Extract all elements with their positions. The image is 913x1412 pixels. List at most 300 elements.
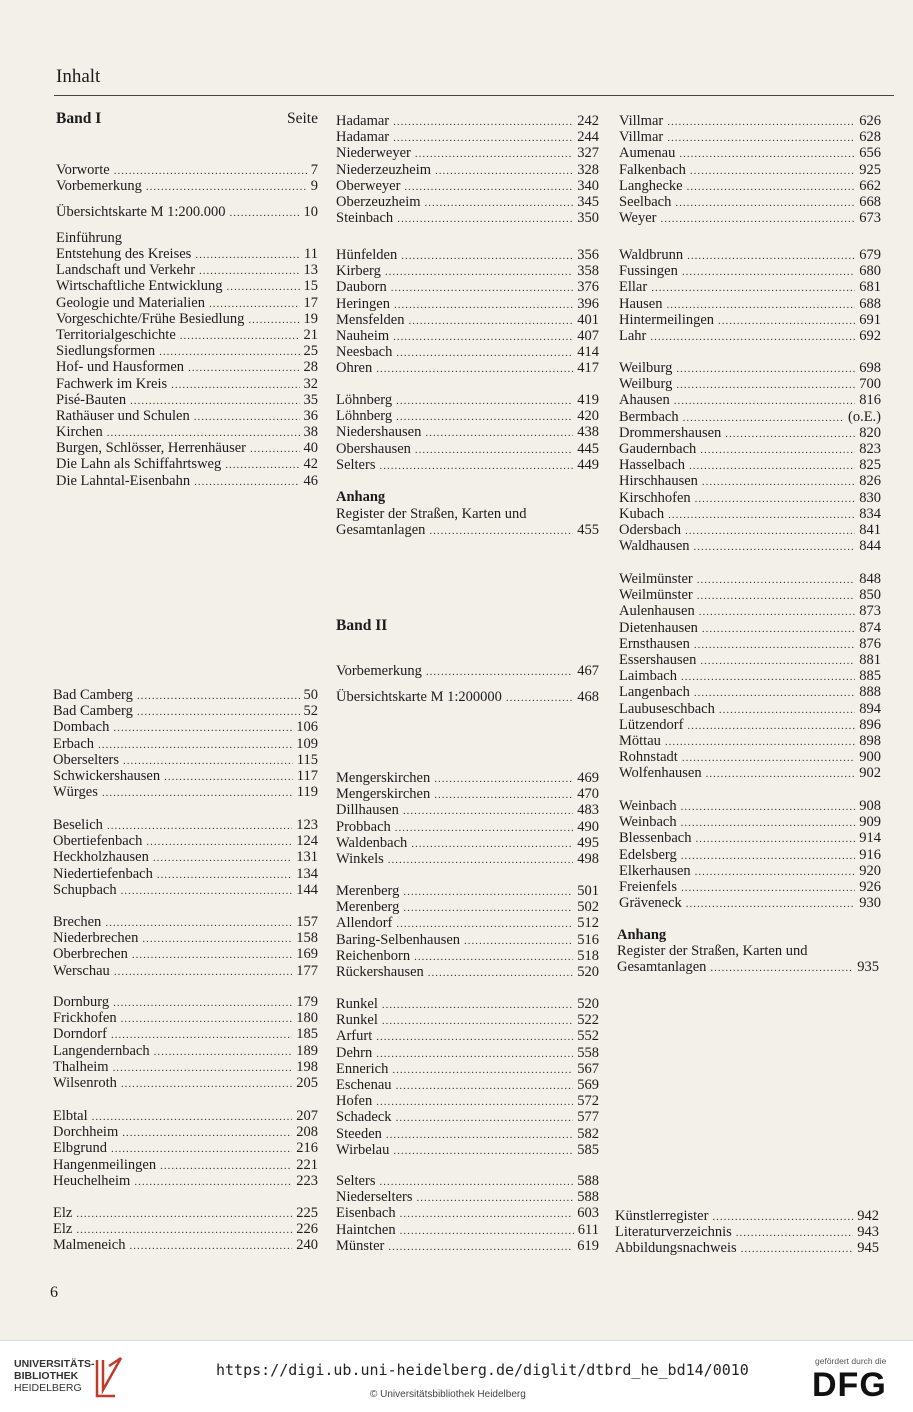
- band2-overview-map[interactable]: [336, 689, 599, 705]
- group-elbtal: [53, 1108, 318, 1189]
- toc-entry-title: Frickhofen: [53, 1010, 117, 1027]
- toc-entry-page: 552: [577, 1028, 599, 1045]
- toc-entry[interactable]: [336, 770, 599, 786]
- toc-entry[interactable]: [53, 849, 318, 865]
- toc-entry[interactable]: [336, 1189, 599, 1205]
- group-weinbach: [619, 798, 881, 911]
- toc-entry-title: Schwickershausen: [53, 767, 161, 784]
- toc-entry[interactable]: [56, 359, 318, 375]
- toc-entry[interactable]: [336, 1093, 599, 1109]
- toc-entry[interactable]: [336, 689, 599, 705]
- dot-leader: [188, 360, 299, 376]
- toc-entry[interactable]: [53, 866, 318, 882]
- anhang-label-band2: Anhang: [617, 927, 667, 943]
- group-mengerskirchen: [336, 770, 599, 867]
- toc-entry[interactable]: [619, 457, 881, 473]
- toc-entry[interactable]: [619, 684, 881, 700]
- dot-leader: [376, 1094, 573, 1110]
- toc-entry-title: Kirschhofen: [619, 489, 691, 506]
- toc-entry[interactable]: [619, 636, 881, 652]
- dot-leader: [376, 1029, 573, 1045]
- toc-entry[interactable]: [56, 343, 318, 359]
- toc-entry[interactable]: [619, 376, 881, 392]
- group-loehnberg: [336, 392, 599, 473]
- dot-leader: [425, 195, 574, 211]
- toc-entry[interactable]: [53, 963, 318, 979]
- toc-entry[interactable]: [53, 817, 318, 833]
- toc-entry[interactable]: [53, 1124, 318, 1140]
- dot-leader: [408, 313, 573, 329]
- toc-entry[interactable]: [53, 752, 318, 768]
- toc-entry[interactable]: [619, 652, 881, 668]
- toc-entry-title: Merenberg: [336, 883, 400, 899]
- toc-entry[interactable]: [619, 733, 881, 749]
- toc-entry-page: 823: [859, 440, 881, 457]
- toc-entry-page: 117: [296, 767, 318, 784]
- toc-entry[interactable]: [53, 1237, 318, 1253]
- toc-entry[interactable]: [336, 162, 599, 178]
- toc-entry[interactable]: [53, 736, 318, 752]
- toc-entry[interactable]: [336, 835, 599, 851]
- toc-entry-title: Bad Camberg: [53, 703, 133, 720]
- toc-entry[interactable]: [56, 376, 318, 392]
- toc-entry-page: 668: [859, 193, 881, 210]
- toc-entry[interactable]: [619, 296, 881, 312]
- toc-entry[interactable]: [336, 663, 599, 679]
- dot-leader: [667, 297, 856, 313]
- toc-entry[interactable]: [53, 914, 318, 930]
- toc-entry-page: 242: [577, 113, 599, 129]
- toc-entry[interactable]: [615, 1224, 879, 1240]
- dot-leader: [700, 653, 855, 669]
- toc-entry-page: 914: [859, 830, 881, 847]
- toc-entry[interactable]: [56, 162, 318, 178]
- toc-entry[interactable]: [53, 994, 318, 1010]
- toc-entry[interactable]: [619, 587, 881, 603]
- toc-entry[interactable]: [53, 1140, 318, 1156]
- toc-entry-title: Edelsberg: [619, 846, 677, 863]
- toc-entry-page: 208: [296, 1124, 318, 1141]
- toc-entry-page: 240: [296, 1237, 318, 1254]
- toc-entry[interactable]: [53, 930, 318, 946]
- toc-entry-page: 216: [296, 1140, 318, 1157]
- toc-entry-title: Oberselters: [53, 751, 120, 768]
- toc-entry[interactable]: [56, 327, 318, 343]
- toc-entry-page: 611: [577, 1221, 599, 1238]
- toc-entry[interactable]: [336, 1028, 599, 1044]
- toc-entry[interactable]: [617, 959, 879, 975]
- toc-entry[interactable]: [619, 814, 881, 830]
- toc-entry[interactable]: [53, 1221, 318, 1237]
- dfg-logo[interactable]: DFG: [812, 1366, 887, 1404]
- dot-leader: [194, 409, 300, 425]
- toc-entry-page: 820: [859, 424, 881, 441]
- toc-entry[interactable]: [619, 247, 881, 263]
- toc-entry-title: Obershausen: [336, 440, 411, 457]
- toc-entry[interactable]: [336, 786, 599, 802]
- dot-leader: [676, 377, 855, 393]
- toc-entry-title: Nauheim: [336, 327, 390, 344]
- toc-entry[interactable]: [336, 457, 599, 473]
- dot-leader: [76, 1222, 292, 1238]
- dot-leader: [651, 280, 855, 296]
- toc-entry-page: 582: [577, 1125, 599, 1142]
- toc-entry-page: 522: [577, 1012, 599, 1029]
- toc-entry[interactable]: [619, 360, 881, 376]
- toc-entry[interactable]: [56, 473, 318, 489]
- dot-leader: [157, 867, 292, 883]
- toc-entry[interactable]: [336, 964, 599, 980]
- toc-entry[interactable]: [56, 440, 318, 456]
- toc-entry[interactable]: [619, 879, 881, 895]
- toc-entry[interactable]: [336, 1012, 599, 1028]
- toc-entry[interactable]: [619, 620, 881, 636]
- toc-entry[interactable]: [53, 1173, 318, 1189]
- toc-entry[interactable]: [619, 668, 881, 684]
- toc-entry-title: Ennerich: [336, 1060, 389, 1077]
- dot-leader: [146, 834, 292, 850]
- dot-leader: [107, 818, 292, 834]
- toc-entry[interactable]: [56, 295, 318, 311]
- toc-entry[interactable]: [336, 1061, 599, 1077]
- toc-entry[interactable]: [619, 522, 881, 538]
- toc-entry[interactable]: [336, 883, 599, 899]
- toc-entry-title: Villmar: [619, 129, 664, 146]
- dot-leader: [415, 146, 573, 162]
- toc-entry-page: 42: [303, 456, 318, 473]
- toc-entry[interactable]: [53, 1059, 318, 1075]
- toc-entry-page: 876: [859, 635, 881, 652]
- toc-entry[interactable]: [56, 408, 318, 424]
- ub-logo-line3: HEIDELBERG: [14, 1382, 82, 1394]
- toc-entry-page: 588: [577, 1173, 599, 1189]
- dot-leader: [396, 393, 573, 409]
- toc-entry[interactable]: [619, 506, 881, 522]
- toc-entry[interactable]: [53, 1026, 318, 1042]
- dot-leader: [388, 852, 574, 868]
- toc-entry[interactable]: [336, 1205, 599, 1221]
- toc-entry[interactable]: [619, 194, 881, 210]
- toc-entry-title: Merenberg: [336, 899, 400, 916]
- toc-entry[interactable]: [336, 296, 599, 312]
- dot-leader: [105, 915, 292, 931]
- toc-entry[interactable]: [56, 424, 318, 440]
- toc-entry[interactable]: [336, 1109, 599, 1125]
- toc-entry-page: 850: [859, 587, 881, 604]
- toc-entry-title: Oberbrechen: [53, 946, 128, 963]
- toc-entry[interactable]: [336, 851, 599, 867]
- toc-entry[interactable]: [53, 946, 318, 962]
- toc-entry-title: Langendernbach: [53, 1042, 150, 1059]
- toc-entry[interactable]: [619, 162, 881, 178]
- toc-entry[interactable]: [336, 424, 599, 440]
- toc-entry[interactable]: [56, 392, 318, 408]
- toc-entry[interactable]: [336, 899, 599, 915]
- toc-entry[interactable]: [56, 262, 318, 278]
- toc-entry-page: 467: [577, 663, 599, 679]
- toc-entry-page: 688: [859, 295, 881, 312]
- toc-entry-page: 189: [296, 1042, 318, 1059]
- toc-entry-page: 28: [303, 359, 318, 376]
- toc-entry[interactable]: [336, 915, 599, 931]
- toc-entry[interactable]: [619, 441, 881, 457]
- dot-leader: [248, 312, 299, 328]
- toc-entry[interactable]: [619, 263, 881, 279]
- toc-entry[interactable]: [56, 204, 318, 220]
- toc-entry-page: 134: [296, 865, 318, 882]
- toc-entry[interactable]: [619, 830, 881, 846]
- toc-entry-page: 691: [859, 311, 881, 328]
- toc-entry-title: Würges: [53, 784, 98, 801]
- dot-leader: [401, 248, 573, 264]
- toc-entry-title: Löhnberg: [336, 408, 393, 425]
- toc-entry[interactable]: [619, 425, 881, 441]
- permalink-url[interactable]: https://digi.ub.uni-heidelberg.de/diglit/dtbrd_he_bd14/0010: [216, 1361, 749, 1379]
- toc-entry[interactable]: [619, 717, 881, 733]
- toc-entry[interactable]: [336, 279, 599, 295]
- toc-entry-page: 502: [577, 899, 599, 916]
- toc-entry[interactable]: [53, 784, 318, 800]
- toc-entry-page: 179: [296, 994, 318, 1010]
- anhang-gesamtanlagen-band2[interactable]: [617, 959, 879, 975]
- toc-entry[interactable]: [336, 328, 599, 344]
- toc-entry[interactable]: [336, 1142, 599, 1158]
- toc-entry[interactable]: [56, 278, 318, 294]
- toc-entry[interactable]: [619, 749, 881, 765]
- toc-entry-title: Dombach: [53, 719, 110, 736]
- toc-entry[interactable]: [53, 703, 318, 719]
- toc-entry[interactable]: [336, 1222, 599, 1238]
- toc-entry-page: 518: [577, 947, 599, 964]
- toc-entry[interactable]: [619, 473, 881, 489]
- dot-leader: [400, 1206, 574, 1222]
- toc-entry[interactable]: [615, 1240, 879, 1256]
- dot-leader: [676, 361, 855, 377]
- toc-entry-page: 124: [296, 833, 318, 850]
- dot-leader: [180, 328, 300, 344]
- dot-leader: [160, 1158, 292, 1174]
- toc-entry-title: Selters: [336, 1173, 376, 1189]
- toc-entry-title: Mengerskirchen: [336, 770, 431, 786]
- toc-entry-page: 826: [859, 473, 881, 490]
- dot-leader: [710, 960, 853, 976]
- toc-entry-title: Elbtal: [53, 1108, 88, 1124]
- toc-entry[interactable]: [619, 603, 881, 619]
- toc-entry-page: 483: [577, 802, 599, 819]
- toc-entry[interactable]: [615, 1208, 879, 1224]
- toc-entry[interactable]: [619, 129, 881, 145]
- dot-leader: [660, 211, 855, 227]
- toc-entry[interactable]: [336, 247, 599, 263]
- toc-entry[interactable]: [619, 312, 881, 328]
- toc-entry-title: Gesamtanlagen: [617, 959, 707, 975]
- toc-entry-title: Löhnberg: [336, 392, 393, 408]
- toc-entry-page: 700: [859, 376, 881, 393]
- group-selters: [336, 1173, 599, 1254]
- toc-entry-page: 920: [859, 862, 881, 879]
- toc-entry[interactable]: [619, 328, 881, 344]
- toc-entry-page: 10: [303, 204, 318, 220]
- toc-entry[interactable]: [53, 1157, 318, 1173]
- toc-entry[interactable]: [336, 145, 599, 161]
- group-dornburg: [53, 994, 318, 1091]
- toc-entry[interactable]: [53, 1108, 318, 1124]
- group-verzeichnisse: [615, 1208, 879, 1257]
- toc-entry[interactable]: [336, 129, 599, 145]
- toc-entry[interactable]: [619, 145, 881, 161]
- toc-entry[interactable]: [619, 895, 881, 911]
- dot-leader: [195, 247, 300, 263]
- toc-entry-title: Mengerskirchen: [336, 786, 431, 803]
- toc-entry[interactable]: [56, 456, 318, 472]
- band1-heading: [56, 110, 318, 130]
- toc-entry[interactable]: [56, 311, 318, 327]
- toc-entry-page: 825: [859, 457, 881, 474]
- toc-entry[interactable]: [619, 409, 881, 425]
- toc-entry-title: Dehrn: [336, 1044, 373, 1061]
- dot-leader: [113, 995, 292, 1011]
- toc-entry-page: 358: [577, 263, 599, 280]
- dot-leader: [111, 1027, 292, 1043]
- toc-entry[interactable]: [53, 833, 318, 849]
- band2-vorbemerkung[interactable]: [336, 663, 599, 679]
- toc-entry-title: Mensfelden: [336, 311, 405, 328]
- toc-entry[interactable]: [336, 178, 599, 194]
- toc-entry[interactable]: [53, 768, 318, 784]
- toc-entry-title: Burgen, Schlösser, Herrenhäuser: [56, 440, 247, 457]
- ub-heidelberg-logo[interactable]: [14, 1358, 95, 1394]
- toc-entry[interactable]: [336, 1077, 599, 1093]
- dot-leader: [154, 1044, 293, 1060]
- toc-entry[interactable]: [336, 1238, 599, 1254]
- group-brechen: [53, 914, 318, 979]
- toc-entry[interactable]: [336, 392, 599, 408]
- dot-leader: [391, 280, 574, 296]
- toc-entry-title: Niedertiefenbach: [53, 865, 153, 882]
- dot-leader: [650, 329, 855, 345]
- anhang-gesamtanlagen-band1[interactable]: [336, 522, 599, 538]
- dot-leader: [376, 361, 573, 377]
- page-number: 6: [50, 1284, 58, 1301]
- dot-leader: [111, 1141, 292, 1157]
- toc-entry[interactable]: [336, 819, 599, 835]
- toc-entry[interactable]: [619, 392, 881, 408]
- dot-leader: [695, 491, 856, 507]
- toc-entry[interactable]: [53, 882, 318, 898]
- toc-entry[interactable]: [619, 765, 881, 781]
- toc-entry[interactable]: [619, 178, 881, 194]
- toc-entry-page: 830: [859, 489, 881, 506]
- toc-entry-page: 244: [577, 129, 599, 146]
- toc-entry[interactable]: [619, 798, 881, 814]
- toc-entry[interactable]: [53, 719, 318, 735]
- dot-leader: [687, 718, 855, 734]
- toc-entry[interactable]: [336, 344, 599, 360]
- toc-entry[interactable]: [53, 1010, 318, 1026]
- toc-entry-title: Laimbach: [619, 668, 677, 685]
- toc-entry-title: Heringen: [336, 295, 390, 312]
- overview-map-entry[interactable]: [56, 204, 318, 220]
- toc-entry-title: Die Lahntal-Eisenbahn: [56, 472, 191, 489]
- toc-entry-title: Vorgeschichte/Frühe Besiedlung: [56, 310, 245, 327]
- toc-entry-title: Schupbach: [53, 881, 117, 898]
- toc-entry[interactable]: [336, 996, 599, 1012]
- toc-entry-title: Runkel: [336, 996, 378, 1012]
- toc-entry[interactable]: [56, 178, 318, 194]
- dot-leader: [102, 785, 293, 801]
- toc-entry[interactable]: [619, 490, 881, 506]
- toc-entry-title: Rathäuser und Schulen: [56, 407, 190, 424]
- toc-entry[interactable]: [336, 1126, 599, 1142]
- dot-leader: [702, 474, 855, 490]
- toc-entry[interactable]: [619, 863, 881, 879]
- toc-entry-title: Heckholzhausen: [53, 849, 149, 866]
- toc-entry[interactable]: [336, 210, 599, 226]
- toc-entry[interactable]: [53, 1205, 318, 1221]
- toc-entry-title: Wirtschaftliche Entwicklung: [56, 278, 223, 295]
- toc-entry[interactable]: [619, 210, 881, 226]
- toc-entry-title: Kirberg: [336, 263, 381, 280]
- dot-leader: [376, 1046, 573, 1062]
- toc-entry[interactable]: [336, 1045, 599, 1061]
- toc-entry[interactable]: [336, 441, 599, 457]
- toc-entry-page: 935: [857, 959, 879, 975]
- toc-entry[interactable]: [619, 847, 881, 863]
- toc-entry[interactable]: [619, 279, 881, 295]
- toc-entry[interactable]: [336, 113, 599, 129]
- toc-entry[interactable]: [336, 263, 599, 279]
- toc-entry-page: 449: [577, 456, 599, 473]
- toc-entry-page: 881: [859, 651, 881, 668]
- toc-entry[interactable]: [336, 522, 599, 538]
- dot-leader: [404, 179, 573, 195]
- toc-entry[interactable]: [53, 1075, 318, 1091]
- toc-entry-title: Niederselters: [336, 1189, 413, 1206]
- toc-entry-page: 896: [859, 716, 881, 733]
- toc-entry[interactable]: [53, 1043, 318, 1059]
- toc-entry-title: Hofen: [336, 1093, 373, 1110]
- toc-entry[interactable]: [336, 360, 599, 376]
- dot-leader: [388, 1239, 573, 1255]
- dot-leader: [227, 279, 300, 295]
- toc-entry[interactable]: [336, 802, 599, 818]
- toc-entry-page: 38: [303, 424, 318, 441]
- toc-entry-title: Erbach: [53, 735, 95, 752]
- toc-entry[interactable]: [336, 1173, 599, 1189]
- dot-leader: [113, 1060, 293, 1076]
- toc-entry-title: Neesbach: [336, 344, 393, 361]
- toc-entry[interactable]: [619, 113, 881, 129]
- toc-entry[interactable]: [56, 246, 318, 262]
- toc-entry-page: 420: [577, 408, 599, 425]
- toc-entry[interactable]: [336, 408, 599, 424]
- toc-entry[interactable]: [336, 948, 599, 964]
- toc-entry[interactable]: [336, 932, 599, 948]
- dot-leader: [697, 572, 856, 588]
- dot-leader: [386, 1127, 573, 1143]
- dot-leader: [417, 1190, 574, 1206]
- toc-entry[interactable]: [53, 687, 318, 703]
- toc-entry[interactable]: [336, 194, 599, 210]
- toc-entry[interactable]: [619, 571, 881, 587]
- dot-leader: [687, 179, 856, 195]
- toc-entry-title: Übersichtskarte M 1:200.000: [56, 204, 226, 220]
- toc-entry[interactable]: [619, 701, 881, 717]
- toc-entry[interactable]: [619, 538, 881, 554]
- toc-entry[interactable]: [336, 312, 599, 328]
- dot-leader: [107, 425, 300, 441]
- dfg-funding-note: gefördert durch die: [815, 1356, 887, 1366]
